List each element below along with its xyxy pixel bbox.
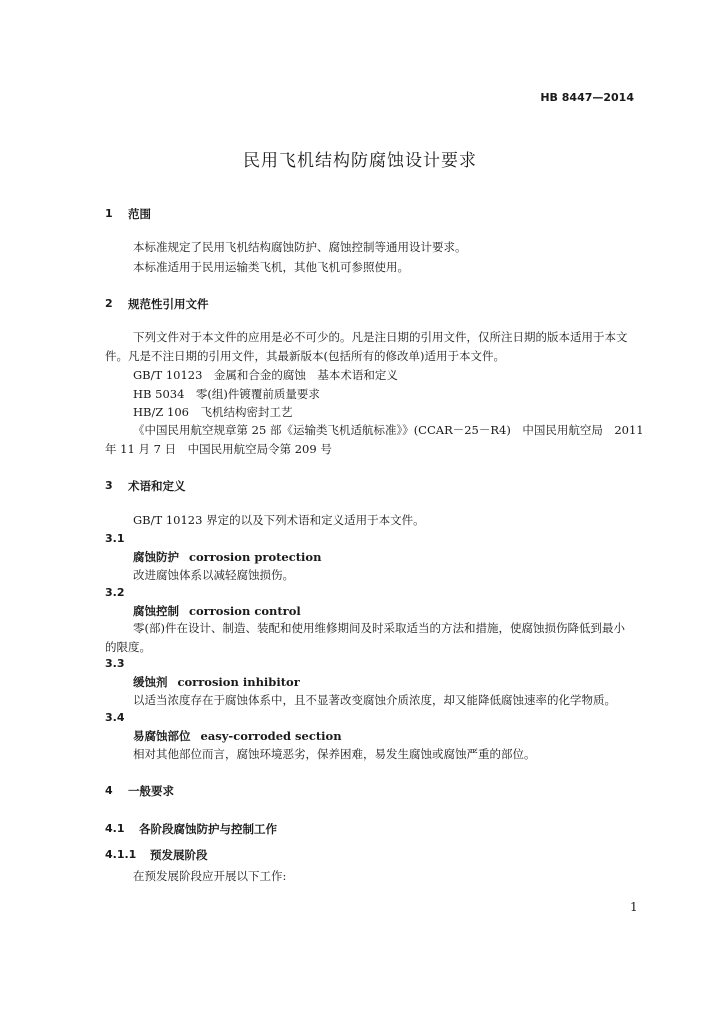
term-3-4-en: easy-corroded section [200, 729, 342, 743]
term-3-3-number: 3.3 [105, 657, 125, 670]
term-3-2-definition-line-1: 零(部)件在设计、制造、装配和使用维修期间及时采取适当的方法和措施，使腐蚀损伤降低到最小 [133, 621, 625, 635]
subsection-4-1-title: 各阶段腐蚀防护与控制工作 [139, 822, 277, 836]
section-1-paragraph-1: 本标准规定了民用飞机结构腐蚀防护、腐蚀控制等通用设计要求。 [133, 240, 467, 254]
term-3-4-heading [133, 728, 342, 744]
subsection-4-1-number: 4.1 [105, 822, 125, 835]
term-3-1-en: corrosion protection [189, 550, 322, 564]
term-3-2-number: 3.2 [105, 586, 125, 599]
page-number: 1 [630, 900, 638, 914]
section-4-title: 一般要求 [128, 784, 174, 798]
subsection-4-1-1-title: 预发展阶段 [150, 848, 208, 862]
term-3-2-en: corrosion control [189, 604, 301, 618]
section-1-number: 1 [105, 207, 113, 220]
reference-hbz-106: HB/Z 106 飞机结构密封工艺 [133, 405, 293, 419]
section-3-title: 术语和定义 [128, 479, 186, 493]
term-3-4-number: 3.4 [105, 711, 125, 724]
term-3-3-cn: 缓蚀剂 [133, 675, 168, 689]
term-3-2-cn: 腐蚀控制 [133, 604, 179, 618]
subsection-4-1-1-text: 在预发展阶段应开展以下工作: [133, 869, 287, 883]
section-2-title: 规范性引用文件 [128, 297, 209, 311]
reference-hb-5034: HB 5034 零(组)件镀覆前质量要求 [133, 387, 320, 401]
term-3-1-heading [133, 549, 321, 565]
term-3-4-definition: 相对其他部位而言，腐蚀环境恶劣，保养困难，易发生腐蚀或腐蚀严重的部位。 [133, 747, 536, 761]
term-3-4-cn: 易腐蚀部位 [133, 729, 191, 743]
term-3-3-definition: 以适当浓度存在于腐蚀体系中，且不显著改变腐蚀介质浓度，却又能降低腐蚀速率的化学物质。 [133, 693, 616, 707]
section-2-number: 2 [105, 297, 113, 310]
term-3-3-en: corrosion inhibitor [177, 675, 300, 689]
reference-ccar-line-1: 《中国民用航空规章第 25 部《运输类飞机适航标准》》(CCAR－25－R4) 中国民用航空局 2011 [133, 423, 644, 437]
reference-ccar-line-2: 年 11 月 7 日 中国民用航空局令第 209 号 [105, 442, 332, 456]
term-3-1-cn: 腐蚀防护 [133, 550, 179, 564]
section-2-intro-line-2: 件。凡是不注日期的引用文件，其最新版本(包括所有的修改单)适用于本文件。 [105, 349, 505, 363]
section-3-intro: GB/T 10123 界定的以及下列术语和定义适用于本文件。 [133, 513, 425, 527]
term-3-1-number: 3.1 [105, 532, 125, 545]
term-3-2-heading [133, 603, 301, 619]
section-3-number: 3 [105, 479, 113, 492]
reference-gbt-10123: GB/T 10123 金属和合金的腐蚀 基本术语和定义 [133, 368, 398, 382]
section-1-paragraph-2: 本标准适用于民用运输类飞机，其他飞机可参照使用。 [133, 260, 409, 274]
subsection-4-1-1-number: 4.1.1 [105, 848, 137, 861]
term-3-3-heading [133, 674, 300, 690]
term-3-2-definition-line-2: 的限度。 [105, 640, 151, 654]
section-1-title: 范围 [128, 207, 151, 221]
standard-code: HB 8447—2014 [540, 91, 634, 104]
section-2-intro-line-1: 下列文件对于本文件的应用是必不可少的。凡是注日期的引用文件，仅所注日期的版本适用于本文 [133, 330, 628, 344]
document-title: 民用飞机结构防腐蚀设计要求 [243, 151, 477, 171]
term-3-1-definition: 改进腐蚀体系以减轻腐蚀损伤。 [133, 568, 294, 582]
section-4-number: 4 [105, 784, 113, 797]
